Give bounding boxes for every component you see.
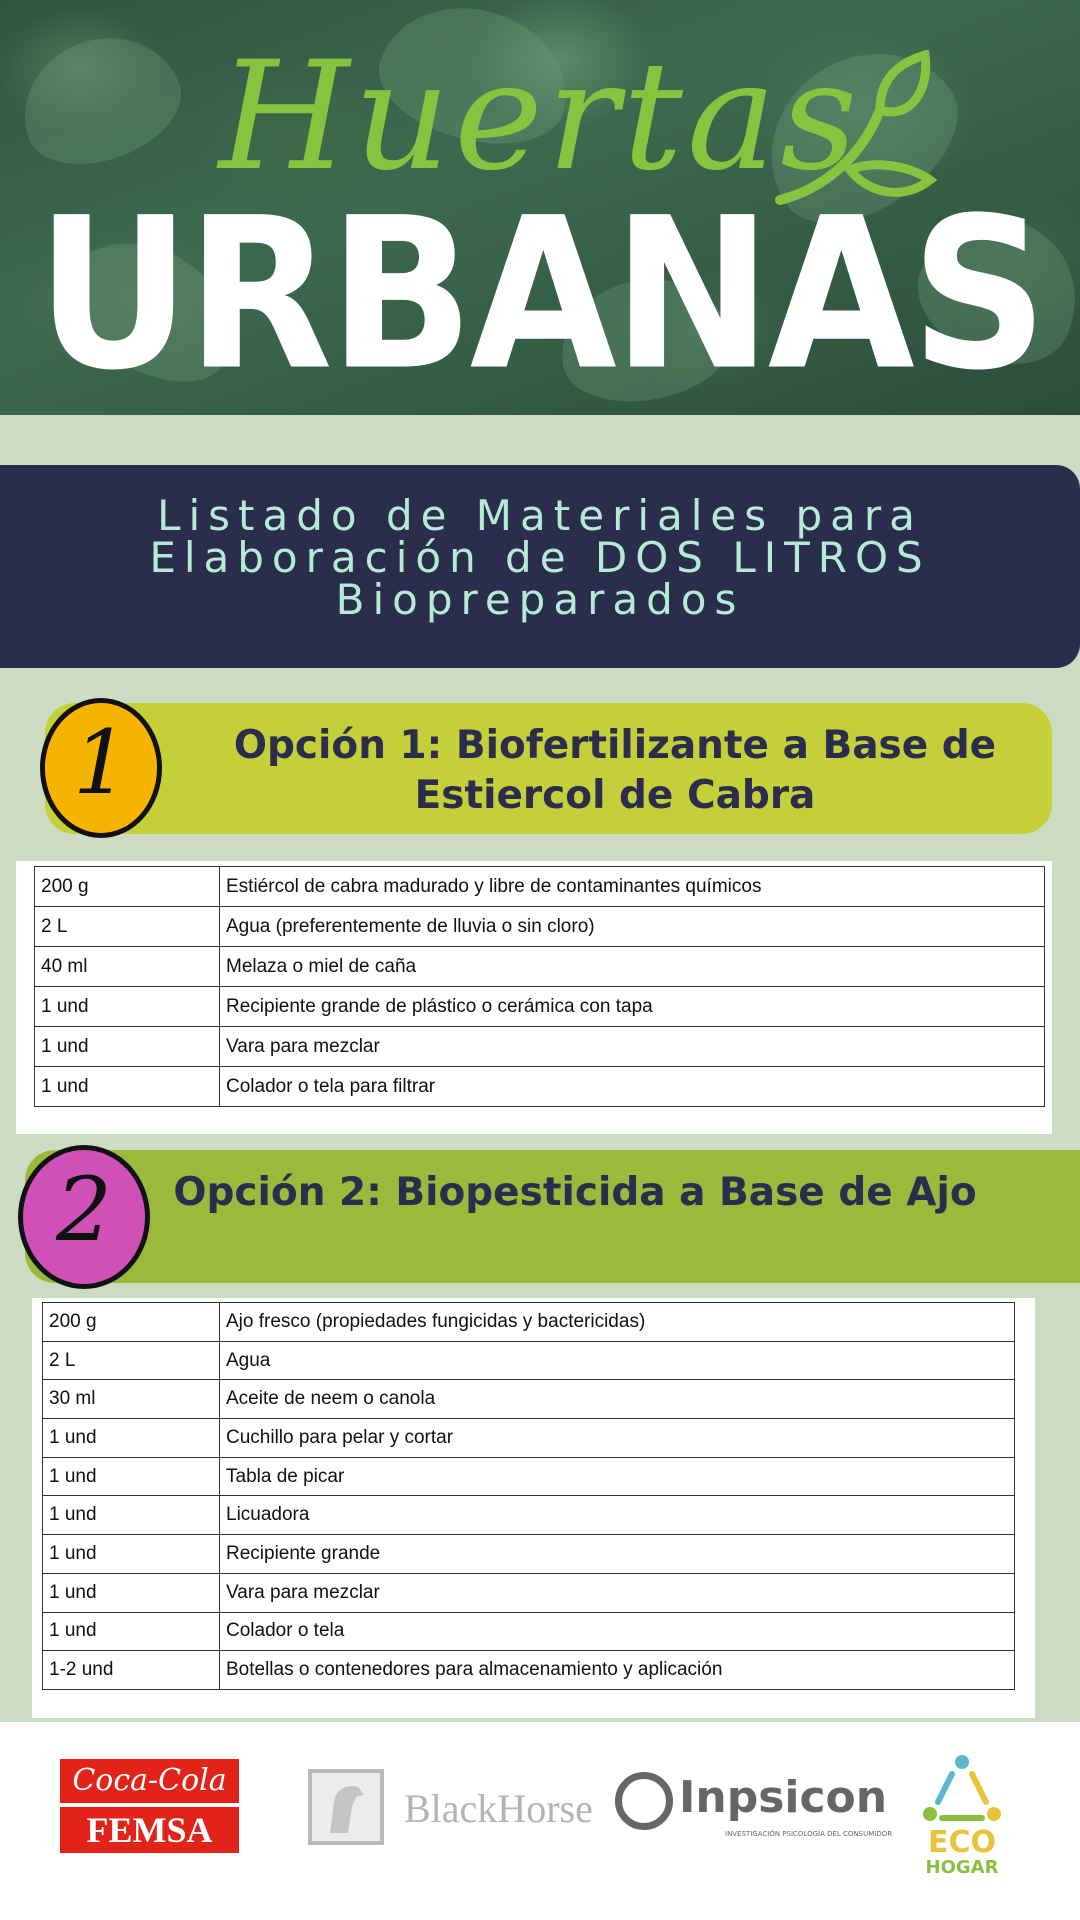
quantity-cell: 2 L: [35, 907, 220, 947]
material-cell: Agua (preferentemente de lluvia o sin cloro): [220, 907, 1045, 947]
table-row: [43, 1612, 1015, 1651]
option1-number: 1: [73, 711, 129, 814]
option1-number-badge: [40, 698, 162, 838]
citrus-icon: [615, 1772, 673, 1830]
sponsor-footer: [0, 1722, 1080, 1920]
eco-text: ECO: [927, 1825, 996, 1860]
banner-line: Biopreparados: [335, 575, 745, 624]
option1-materials-table: [16, 861, 1052, 1134]
banner-line: Listado de Materiales para: [157, 491, 923, 540]
quantity-cell: 1 und: [35, 1027, 220, 1067]
option2-number: 2: [56, 1158, 112, 1261]
quantity-cell: 1 und: [43, 1496, 220, 1535]
quantity-cell: 1-2 und: [43, 1651, 220, 1690]
table-row: [43, 1380, 1015, 1419]
option1-title: Opción 1: Biofertilizante a Base de Estiercol de Cabra: [233, 723, 997, 818]
material-cell: Ajo fresco (propiedades fungicidas y bactericidas): [220, 1303, 1015, 1342]
table-row: [35, 1027, 1045, 1067]
quantity-cell: 1 und: [35, 1067, 220, 1107]
material-cell: Botellas o contenedores para almacenamiento y aplicación: [220, 1651, 1015, 1690]
material-cell: Cuchillo para pelar y cortar: [220, 1419, 1015, 1458]
quantity-cell: 40 ml: [35, 947, 220, 987]
option2-header: [25, 1150, 1080, 1283]
material-cell: Vara para mezclar: [220, 1027, 1045, 1067]
inpsicon-logo: [615, 1772, 893, 1852]
option1-header: [45, 703, 1052, 834]
material-cell: Licuadora: [220, 1496, 1015, 1535]
hogar-text: HOGAR: [925, 1857, 999, 1878]
table-row: [35, 867, 1045, 907]
blackhorse-logo: [308, 1769, 598, 1849]
material-cell: Tabla de picar: [220, 1457, 1015, 1496]
blackhorse-text: BlackHorse: [404, 1786, 593, 1831]
horse-icon: [308, 1769, 384, 1845]
hero-script-title: Huertas: [218, 30, 862, 204]
material-cell: Agua: [220, 1341, 1015, 1380]
eco-hogar-logo: [910, 1750, 1014, 1880]
coca-cola-femsa-logo: [60, 1759, 239, 1851]
femsa-logo-text: FEMSA: [60, 1807, 239, 1853]
table-row: [35, 947, 1045, 987]
quantity-cell: 1 und: [43, 1419, 220, 1458]
option2-title: Opción 2: Biopesticida a Base de Ajo: [173, 1170, 977, 1215]
quantity-cell: 1 und: [43, 1457, 220, 1496]
inpsicon-subtitle: INVESTIGACIÓN PSICOLOGÍA DEL CONSUMIDOR: [725, 1830, 893, 1838]
table-row: [43, 1419, 1015, 1458]
material-cell: Estiércol de cabra madurado y libre de contaminantes químicos: [220, 867, 1045, 907]
material-cell: Melaza o miel de caña: [220, 947, 1045, 987]
table-row: [43, 1496, 1015, 1535]
materials-banner: [0, 465, 1080, 668]
table-row: [43, 1457, 1015, 1496]
table-row: [43, 1303, 1015, 1342]
table-row: [43, 1573, 1015, 1612]
banner-line: Elaboración de DOS LITROS: [149, 533, 931, 582]
quantity-cell: 200 g: [35, 867, 220, 907]
quantity-cell: 200 g: [43, 1303, 220, 1342]
material-cell: Aceite de neem o canola: [220, 1380, 1015, 1419]
hero-header: [0, 0, 1080, 415]
hero-main-title: URBANAS: [36, 172, 1044, 415]
quantity-cell: 1 und: [35, 987, 220, 1027]
quantity-cell: 2 L: [43, 1341, 220, 1380]
quantity-cell: 1 und: [43, 1573, 220, 1612]
material-cell: Recipiente grande: [220, 1535, 1015, 1574]
option2-materials-table: [32, 1298, 1035, 1718]
table-row: [43, 1651, 1015, 1690]
material-cell: Colador o tela para filtrar: [220, 1067, 1045, 1107]
quantity-cell: 1 und: [43, 1535, 220, 1574]
table-row: [35, 1067, 1045, 1107]
banner-heading: [0, 491, 1080, 624]
table-row: [43, 1535, 1015, 1574]
table-row: [43, 1341, 1015, 1380]
coke-logo-text: Coca-Cola: [60, 1759, 239, 1803]
people-triangle-icon: [922, 1754, 1002, 1824]
material-cell: Recipiente grande de plástico o cerámica con tapa: [220, 987, 1045, 1027]
inpsicon-text: Inpsicon: [679, 1772, 888, 1823]
quantity-cell: 1 und: [43, 1612, 220, 1651]
table-row: [35, 907, 1045, 947]
quantity-cell: 30 ml: [43, 1380, 220, 1419]
material-cell: Colador o tela: [220, 1612, 1015, 1651]
material-cell: Vara para mezclar: [220, 1573, 1015, 1612]
option2-number-badge: [18, 1145, 150, 1289]
table-row: [35, 987, 1045, 1027]
